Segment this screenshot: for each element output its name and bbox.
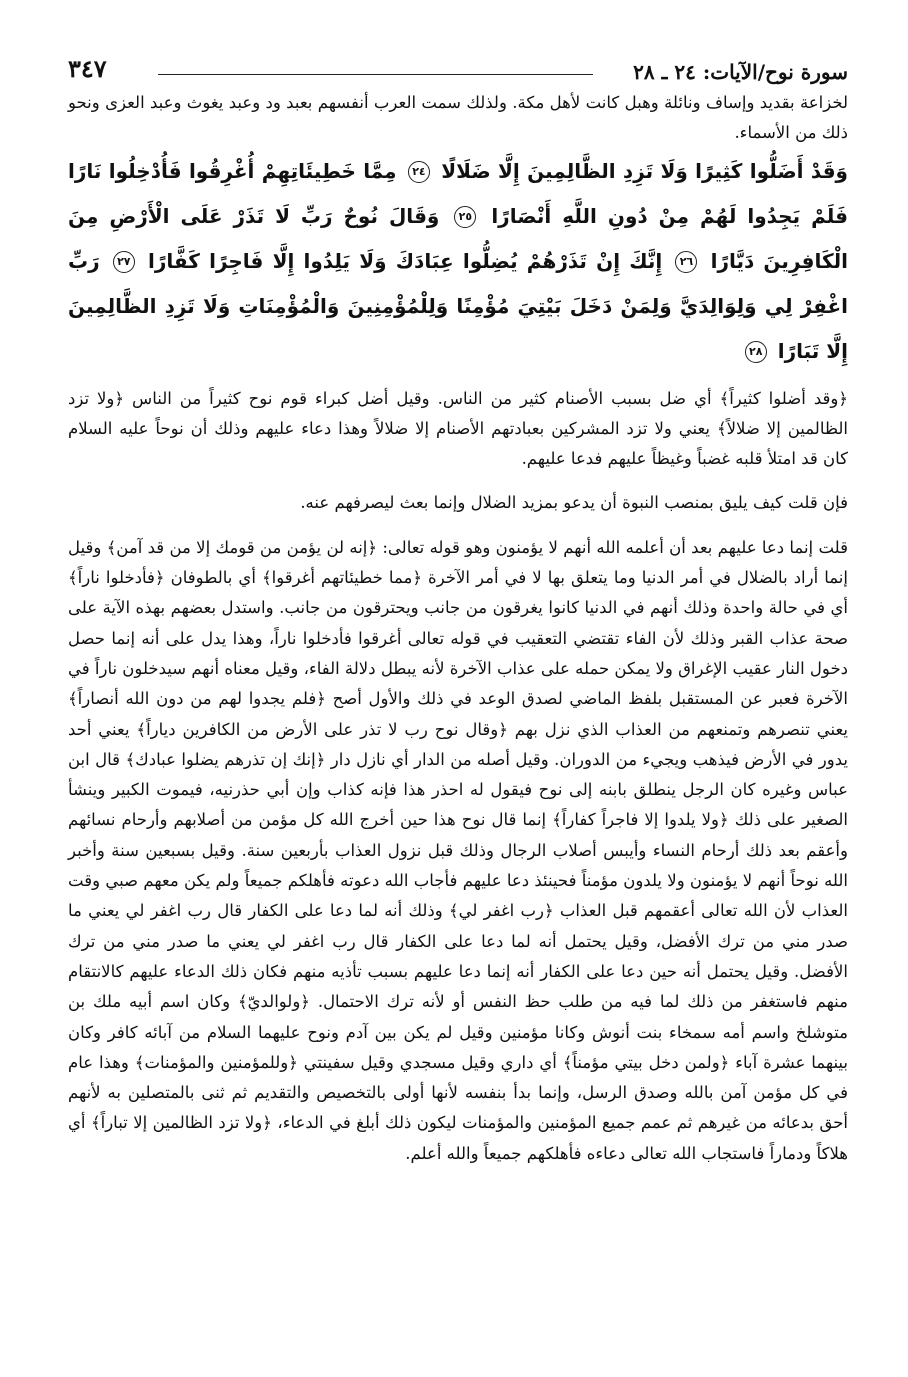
page-number: ٣٤٧ <box>68 54 107 83</box>
verse-text: وَقَالَ نُوحٌ رَبِّ لَا تَذَرْ عَلَى الْأَرْضِ مِنَ الْكَافِرِينَ دَيَّارًا <box>68 203 848 273</box>
verse-number-badge: ٢٧ <box>113 251 135 273</box>
page <box>68 54 849 1358</box>
verse-text: إِنَّكَ إِنْ تَذَرْهُمْ يُضِلُّوا عِبَادَكَ وَلَا يَلِدُوا إِلَّا فَاجِرًا كَفَّارًا <box>148 248 663 273</box>
verse-number-badge: ٢٥ <box>454 206 476 228</box>
header-rule <box>158 74 593 75</box>
quran-verses-block <box>68 149 848 374</box>
page-header <box>68 54 848 88</box>
verse-number-badge: ٢٨ <box>745 341 767 363</box>
answer-paragraph: قلت إنما دعا عليهم بعد أن أعلمه الله أنهم لا يؤمنون وهو قوله تعالى: ﴿إنه لن يؤمن من قومك إلا من قد آمن﴾ وقيل إنما أراد بالضلال في أمر الدنيا وما يتعلق بها لا في أمر الآخرة ﴿مما خطيئاتهم أغرقوا﴾ أي بالطوفان ﴿فأدخلوا ناراً﴾ أي في حالة واحدة وذلك أنهم في الدنيا كانوا يغرقون من جانب ويحترقون من جانب. واستدل بعضهم بهذه الآية على صحة عذاب القبر وذلك لأن الفاء تقتضي التعقيب في قوله تعالى أغرقوا فأدخلوا ناراً، وهذا يدل على أنه إنما حصل دخول النار عقيب الإغراق ولا يمكن حمله على عذاب الآخرة لأنه يبطل دلالة الفاء، وقيل معناه أنهم سيدخلون ناراً في الآخرة فعبر عن المستقبل بلفظ الماضي لصدق الوعد في ذلك والأول أصح ﴿فلم يجدوا لهم من دون الله أنصاراً﴾ يعني تنصرهم وتمنعهم من العذاب الذي نزل بهم ﴿وقال نوح رب لا تذر على الأرض من الكافرين دياراً﴾ يعني أحد يدور في الأرض فيذهب ويجيء من الدوران. وقيل أصله من الدار أي نازل دار ﴿إنك إن تذرهم يضلوا عبادك﴾ قال ابن عباس وغيره كان الرجل ينطلق بابنه إلى نوح فيقول له احذر هذا فإنه كذاب وإن أبي حذرنيه، فيموت الكبير وينشأ الصغير على ذلك ﴿ولا يلدوا إلا فاجراً كفاراً﴾ إنما قال نوح هذا حين أخرج الله كل مؤمن من أصلابهم وأرحام نسائهم وأعقم بعد ذلك أرحام النساء وأيبس أصلاب الرجال وذلك قبل نزول العذاب بأربعين سنة. وقيل بسبعين سنة وأخبر الله نوحاً أنهم لا يؤمنون ولا يلدون مؤمناً فحينئذ دعا عليهم فأجاب الله دعوته فأهلكم جميعاً ولم يكن معهم صبي وقت العذاب لأن الله تعالى أعقمهم قبل العذاب ﴿رب اغفر لي﴾ وذلك أنه لما دعا على الكفار قال رب اغفر لي يعني ما صدر مني من ترك الأفضل، وقيل يحتمل أنه لما دعا على الكفار قال رب اغفر لي يعني ما صدر مني من ترك الأفضل. وقيل يحتمل أنه حين دعا على الكفار أنه إنما دعا عليهم بسبب تأذيه منهم فكان ذلك الدعاء عليهم كالانتقام منهم فاستغفر من ذلك لما فيه من طلب حظ النفس أو لأنه ترك الاحتمال. ﴿ولوالديّ﴾ وكان اسم أبيه ملك بن متوشلخ واسم أمه سمخاء بنت أنوش وكانا مؤمنين وقيل لم يكن بين آدم ونوح عليهما السلام من آبائه كافر وكان بينهما عشرة آباء ﴿ولمن دخل بيتي مؤمناً﴾ أي داري وقيل مسجدي وقيل سفينتي ﴿وللمؤمنين والمؤمنات﴾ وهذا عام في كل مؤمن آمن بالله وصدق الرسل، وإنما بدأ بنفسه لأنها أولى بالتخصيص والتقديم ثم ثنى بالمتصلين به لأنهم أحق بدعائه من غيرهم ثم عمم جميع المؤمنين والمؤمنات ليكون ذلك أبلغ في الدعاء، ﴿ولا تزد الظالمين إلا تباراً﴾ أي هلاكاً ودماراً فاستجاب الله تعالى دعاءه فأهلكهم جميعاً والله أعلم. <box>68 537 848 1163</box>
verse-text: رَبِّ اغْفِرْ لِي وَلِوَالِدَيَّ وَلِمَنْ دَخَلَ بَيْتِيَ مُؤْمِنًا وَلِلْمُؤْمِنِينَ وَالْمُؤْمِنَاتِ وَلَا تَزِدِ الظَّالِمِينَ إِلَّا تَبَارًا <box>68 248 848 363</box>
intro-paragraph: لخزاعة بقديد وإساف ونائلة وهبل كانت لأهل مكة. ولذلك سمت العرب أنفسهم بعبد ود وعبد يغوث وعبد العزى ونحو ذلك من الأسماء. <box>68 93 848 143</box>
commentary-paragraph: ﴿وقد أضلوا كثيراً﴾ أي ضل بسبب الأصنام كثير من الناس. وقيل أضل كبراء قوم نوح كثيراً من الناس ﴿ولا تزد الظالمين إلا ضلالاً﴾ يعني ولا تزد المشركين بعبادتهم الأصنام إلا ضلالاً وهذا دعاء عليهم وذلك أن نوحاً عليه السلام كان قد امتلأ قلبه غضباً وغيظاً عليهم فدعا عليهم. <box>68 388 848 469</box>
question-paragraph: فإن قلت كيف يليق بمنصب النبوة أن يدعو بمزيد الضلال وإنما بعث ليصرفهم عنه. <box>300 493 848 513</box>
verse-text: وَقَدْ أَضَلُّوا كَثِيرًا وَلَا تَزِدِ الظَّالِمِينَ إِلَّا ضَلَالًا <box>441 158 848 183</box>
verse-number-badge: ٢٦ <box>675 251 697 273</box>
verse-number-badge: ٢٤ <box>408 161 430 183</box>
surah-title: سورة نوح/الآيات: ٢٤ ـ ٢٨ <box>633 60 848 84</box>
verse-text: مِمَّا خَطِيئَاتِهِمْ أُغْرِقُوا فَأُدْخِلُوا نَارًا فَلَمْ يَجِدُوا لَهُمْ مِنْ دُونِ اللَّهِ أَنْصَارًا <box>68 158 849 228</box>
